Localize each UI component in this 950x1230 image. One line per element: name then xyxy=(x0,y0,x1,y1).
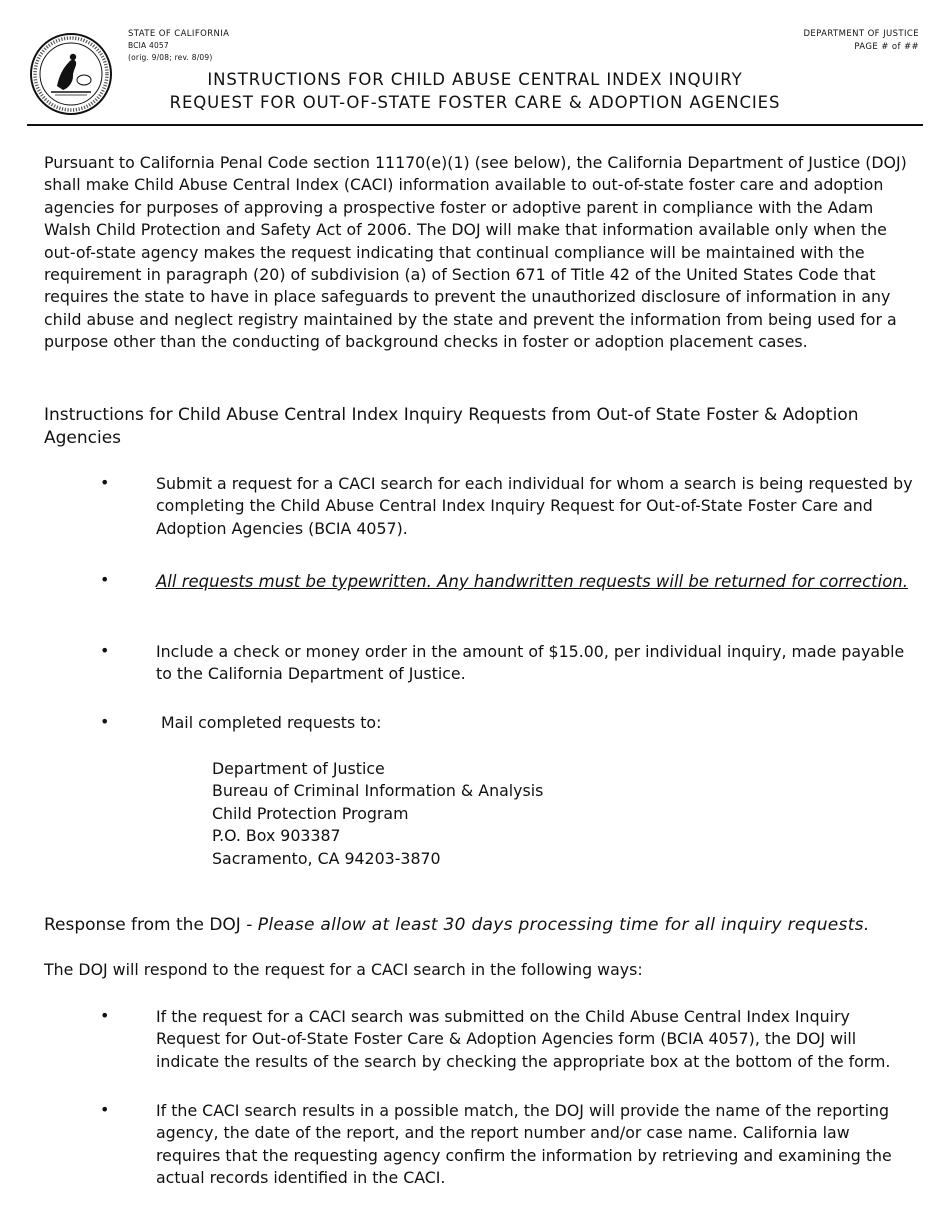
bullet-symbol: • xyxy=(100,641,110,660)
bullet-symbol: • xyxy=(100,473,110,492)
address-line: Bureau of Criminal Information & Analysis xyxy=(212,781,544,801)
address-line: P.O. Box 903387 xyxy=(212,826,341,846)
response-heading: Response from the DOJ - Please allow at least 30 days processing time for all inquiry requests. xyxy=(44,915,870,935)
bullet-symbol: • xyxy=(100,570,110,589)
bullet-symbol: • xyxy=(100,1006,110,1025)
intro-paragraph: Pursuant to California Penal Code section 11170(e)(1) (see below), the California Department of Justice (DOJ) shall make Child Abuse Central Index (CACI) information available to out-of-state foster care and adoption agencies for purposes of approving a prospective foster or adoptive parent in compliance with the Adam Walsh Child Protection and Safety Act of 2006. The DOJ will make that information available only when the out-of-state agency makes the request indicating that continual compliance will be maintained with the requirement in paragraph (20) of subdivision (a) of Section 671 of Title 42 of the United States Code that requires the state to have in place safeguards to prevent the unauthorized disclosure of information in any child abuse and neglect registry maintained by the state and prevent the information from being used for a purpose other than the conducting of background checks in foster or adoption placement cases. xyxy=(44,153,907,352)
response-processing-note: Please allow at least 30 days processing time for all inquiry requests. xyxy=(257,915,870,935)
title-line-1: INSTRUCTIONS FOR CHILD ABUSE CENTRAL INDEX INQUIRY xyxy=(207,70,743,89)
state-name: STATE OF CALIFORNIA xyxy=(128,29,230,39)
header-right xyxy=(803,28,919,54)
instruction-item-2: All requests must be typewritten. Any handwritten requests will be returned for correction. xyxy=(156,572,909,591)
bullet-symbol: • xyxy=(100,1100,110,1119)
header-left xyxy=(128,28,229,64)
bullet-symbol: • xyxy=(100,712,110,731)
instruction-item-1: Submit a request for a CACI search for each individual for whom a search is being requested by completing the Child Abuse Central Index Inquiry Request for Out-of-State Foster Care and Adoption Agencies (BCIA 4057). xyxy=(156,474,913,538)
address-line: Department of Justice xyxy=(212,759,385,778)
mailing-address xyxy=(212,758,543,870)
response-item-2: If the CACI search results in a possible match, the DOJ will provide the name of the reporting agency, the date of the report, and the report number and/or case name. California law requires that the requesting agency confirm the information by retrieving and examining the actual records identified in the CACI. xyxy=(156,1101,892,1188)
address-line: Child Protection Program xyxy=(212,803,409,823)
title-line-2: REQUEST FOR OUT-OF-STATE FOSTER CARE & ADOPTION AGENCIES xyxy=(169,93,781,112)
department-name: DEPARTMENT OF JUSTICE xyxy=(803,29,919,39)
form-revision: (orig. 9/08; rev. 8/09) xyxy=(128,53,213,62)
header-divider xyxy=(27,124,923,126)
response-intro: The DOJ will respond to the request for a CACI search in the following ways: xyxy=(44,960,643,979)
response-item-1: If the request for a CACI search was submitted on the Child Abuse Central Index Inquiry Request for Out-of-State Foster Care & Adoption Agencies form (BCIA 4057), the DOJ will indicate the results of the search by checking the appropriate box at the bottom of the form. xyxy=(156,1007,891,1071)
page-title xyxy=(0,68,950,114)
instructions-heading: Instructions for Child Abuse Central Index Inquiry Requests from Out-of State Foster & Adoption Agencies xyxy=(44,405,859,448)
instruction-item-3: Include a check or money order in the amount of $15.00, per individual inquiry, made payable to the California Department of Justice. xyxy=(156,642,905,684)
instruction-item-4: Mail completed requests to: xyxy=(161,713,382,732)
address-line: Sacramento, CA 94203-3870 xyxy=(212,848,441,868)
response-heading-title: Response from the DOJ xyxy=(44,915,241,935)
page-number: PAGE # of ## xyxy=(854,42,919,52)
form-number: BCIA 4057 xyxy=(128,41,169,50)
